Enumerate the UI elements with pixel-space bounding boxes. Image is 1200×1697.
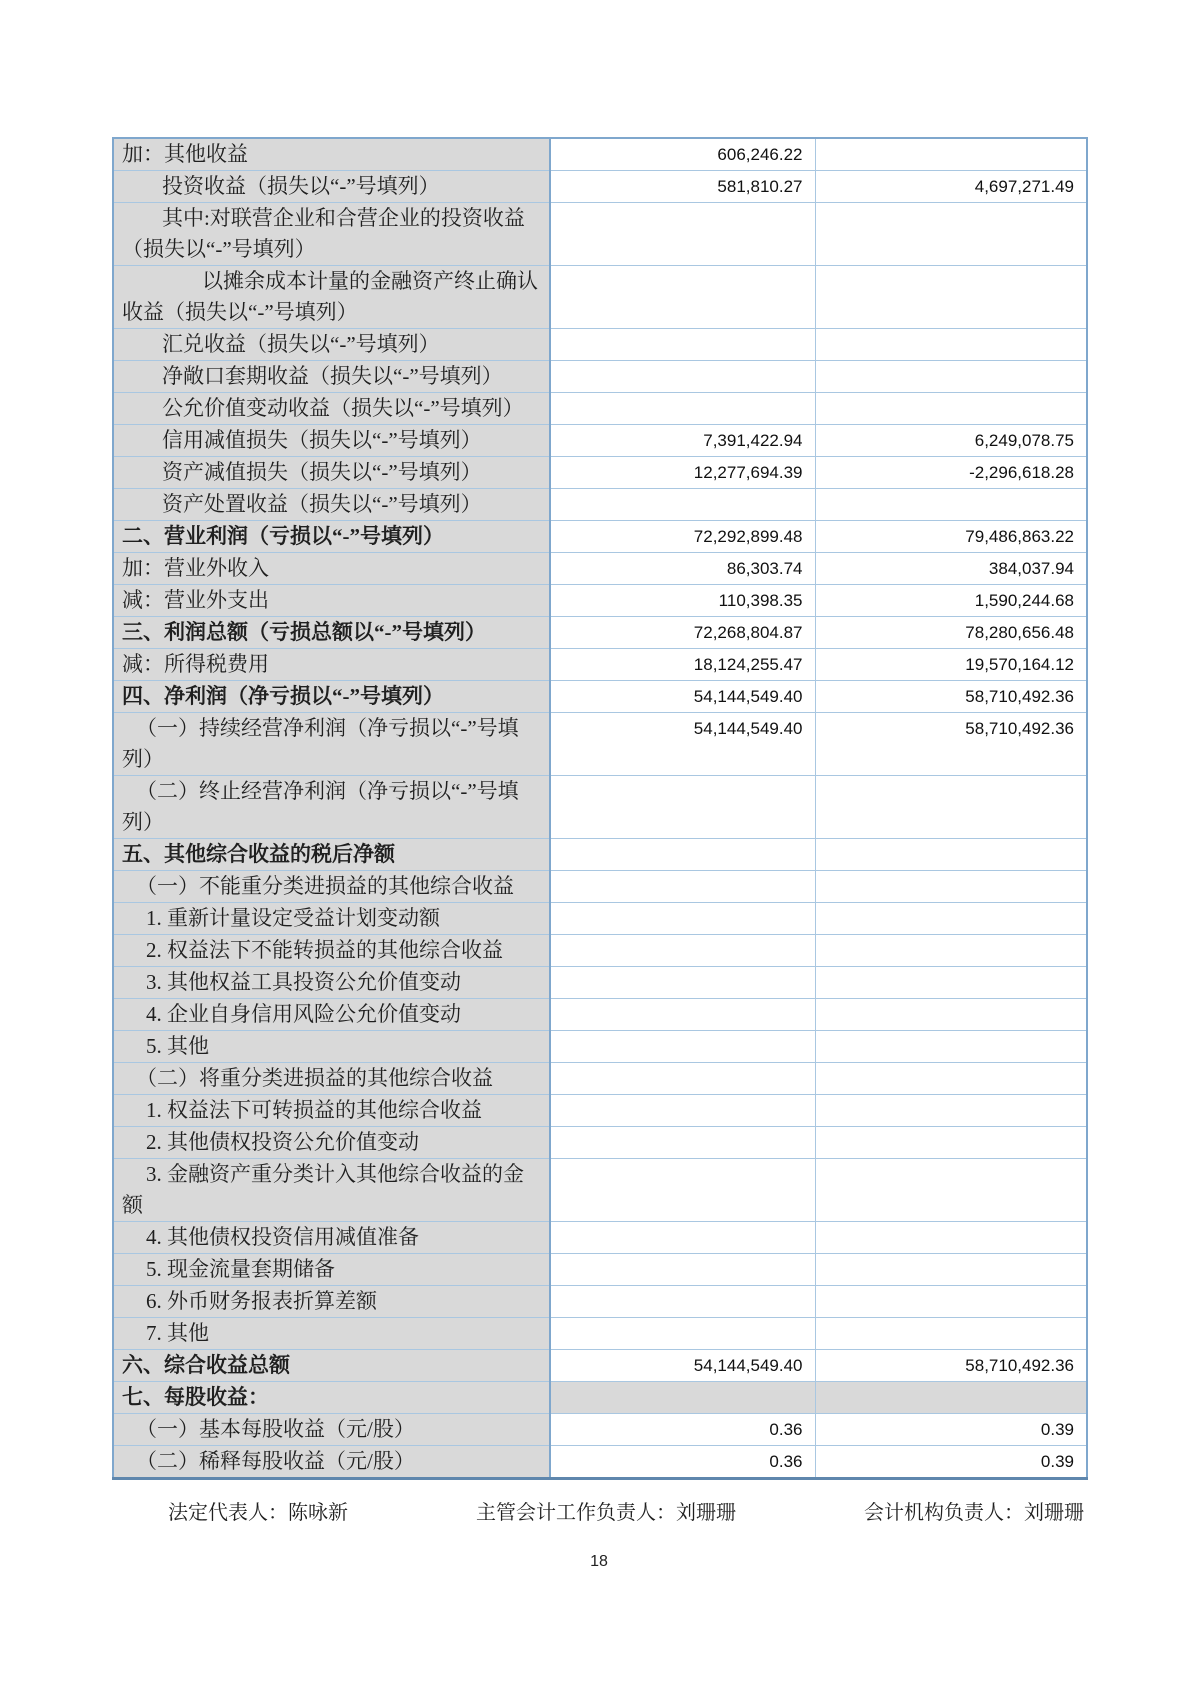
table-row	[113, 553, 1087, 585]
row-label-cell: （一）持续经营净利润（净亏损以“-”号填列）	[113, 713, 550, 776]
table-row	[113, 1318, 1087, 1350]
row-label-cell: 以摊余成本计量的金融资产终止确认收益（损失以“-”号填列）	[113, 266, 550, 329]
value-current-period-cell	[550, 393, 815, 425]
table-row	[113, 776, 1087, 839]
row-label-cell: 二、营业利润（亏损以“-”号填列）	[113, 521, 550, 553]
table-row	[113, 871, 1087, 903]
value-prior-period-cell	[815, 1063, 1087, 1095]
row-label-cell: 信用减值损失（损失以“-”号填列）	[113, 425, 550, 457]
value-current-period-cell	[550, 203, 815, 266]
value-current-period-cell: 54,144,549.40	[550, 681, 815, 713]
table-row	[113, 713, 1087, 776]
value-prior-period-cell	[815, 871, 1087, 903]
row-label-cell: 7. 其他	[113, 1318, 550, 1350]
value-current-period-cell	[550, 1031, 815, 1063]
row-label-cell: 4. 企业自身信用风险公允价值变动	[113, 999, 550, 1031]
value-current-period-cell	[550, 839, 815, 871]
table-row	[113, 1031, 1087, 1063]
value-prior-period-cell	[815, 839, 1087, 871]
row-label-cell: 汇兑收益（损失以“-”号填列）	[113, 329, 550, 361]
table-row	[113, 203, 1087, 266]
value-prior-period-cell	[815, 967, 1087, 999]
value-prior-period-cell: 78,280,656.48	[815, 617, 1087, 649]
value-prior-period-cell	[815, 1159, 1087, 1222]
table-row	[113, 457, 1087, 489]
table-row	[113, 617, 1087, 649]
value-prior-period-cell	[815, 1095, 1087, 1127]
value-current-period-cell	[550, 776, 815, 839]
value-current-period-cell	[550, 1286, 815, 1318]
value-current-period-cell	[550, 1254, 815, 1286]
table-row	[113, 1414, 1087, 1446]
value-prior-period-cell: -2,296,618.28	[815, 457, 1087, 489]
row-label-cell: 七、每股收益：	[113, 1382, 550, 1414]
value-current-period-cell	[550, 1222, 815, 1254]
table-row	[113, 1222, 1087, 1254]
value-current-period-cell	[550, 1318, 815, 1350]
table-row	[113, 681, 1087, 713]
value-prior-period-cell: 384,037.94	[815, 553, 1087, 585]
row-label-cell: 净敞口套期收益（损失以“-”号填列）	[113, 361, 550, 393]
value-current-period-cell: 0.36	[550, 1446, 815, 1479]
table-row	[113, 489, 1087, 521]
table-row	[113, 967, 1087, 999]
row-label-cell: 加：其他收益	[113, 138, 550, 171]
row-label-cell: 减：所得税费用	[113, 649, 550, 681]
accounting-department-head-text: 会计机构负责人：刘珊珊	[864, 1502, 1084, 1524]
page-number: 18	[590, 1553, 608, 1570]
table-row	[113, 393, 1087, 425]
signatories-line	[112, 1480, 1086, 1525]
value-prior-period-cell	[815, 361, 1087, 393]
row-label-cell: 2. 权益法下不能转损益的其他综合收益	[113, 935, 550, 967]
value-prior-period-cell	[815, 1382, 1087, 1414]
value-current-period-cell: 12,277,694.39	[550, 457, 815, 489]
table-row	[113, 329, 1087, 361]
value-current-period-cell	[550, 266, 815, 329]
row-label-cell: （二）将重分类进损益的其他综合收益	[113, 1063, 550, 1095]
value-prior-period-cell: 58,710,492.36	[815, 713, 1087, 776]
value-prior-period-cell	[815, 266, 1087, 329]
value-prior-period-cell: 19,570,164.12	[815, 649, 1087, 681]
value-prior-period-cell	[815, 1318, 1087, 1350]
table-row	[113, 138, 1087, 171]
row-label-cell: 减：营业外支出	[113, 585, 550, 617]
value-prior-period-cell	[815, 203, 1087, 266]
value-prior-period-cell	[815, 776, 1087, 839]
table-row	[113, 903, 1087, 935]
row-label-cell: （二）稀释每股收益（元/股）	[113, 1446, 550, 1479]
table-row	[113, 361, 1087, 393]
value-prior-period-cell: 6,249,078.75	[815, 425, 1087, 457]
row-label-cell: 投资收益（损失以“-”号填列）	[113, 171, 550, 203]
table-row	[113, 1063, 1087, 1095]
table-row	[113, 1159, 1087, 1222]
chief-accounting-officer-text: 主管会计工作负责人：刘珊珊	[476, 1502, 736, 1524]
row-label-cell: 资产处置收益（损失以“-”号填列）	[113, 489, 550, 521]
value-prior-period-cell	[815, 999, 1087, 1031]
row-label-cell: 5. 其他	[113, 1031, 550, 1063]
row-label-cell: 2. 其他债权投资公允价值变动	[113, 1127, 550, 1159]
value-prior-period-cell: 1,590,244.68	[815, 585, 1087, 617]
row-label-cell: 6. 外币财务报表折算差额	[113, 1286, 550, 1318]
page-content	[112, 137, 1086, 1571]
value-current-period-cell	[550, 329, 815, 361]
table-row	[113, 1254, 1087, 1286]
row-label-cell: 三、利润总额（亏损总额以“-”号填列）	[113, 617, 550, 649]
row-label-cell: 5. 现金流量套期储备	[113, 1254, 550, 1286]
value-current-period-cell	[550, 361, 815, 393]
value-current-period-cell: 54,144,549.40	[550, 1350, 815, 1382]
value-current-period-cell	[550, 871, 815, 903]
row-label-cell: 四、净利润（净亏损以“-”号填列）	[113, 681, 550, 713]
value-current-period-cell	[550, 489, 815, 521]
value-current-period-cell: 18,124,255.47	[550, 649, 815, 681]
value-current-period-cell: 581,810.27	[550, 171, 815, 203]
table-row	[113, 1382, 1087, 1414]
value-prior-period-cell: 0.39	[815, 1414, 1087, 1446]
table-row	[113, 171, 1087, 203]
value-prior-period-cell	[815, 1031, 1087, 1063]
table-row	[113, 839, 1087, 871]
value-prior-period-cell	[815, 1254, 1087, 1286]
value-prior-period-cell: 58,710,492.36	[815, 681, 1087, 713]
value-current-period-cell	[550, 967, 815, 999]
row-label-cell: 3. 其他权益工具投资公允价值变动	[113, 967, 550, 999]
table-row	[113, 1446, 1087, 1479]
value-prior-period-cell	[815, 138, 1087, 171]
value-current-period-cell: 110,398.35	[550, 585, 815, 617]
row-label-cell: 五、其他综合收益的税后净额	[113, 839, 550, 871]
value-current-period-cell	[550, 1382, 815, 1414]
value-prior-period-cell	[815, 1222, 1087, 1254]
value-prior-period-cell	[815, 1286, 1087, 1318]
table-row	[113, 1127, 1087, 1159]
value-prior-period-cell	[815, 329, 1087, 361]
value-current-period-cell	[550, 1127, 815, 1159]
value-current-period-cell	[550, 1063, 815, 1095]
income-statement-table	[112, 137, 1088, 1480]
value-prior-period-cell: 0.39	[815, 1446, 1087, 1479]
value-current-period-cell	[550, 903, 815, 935]
value-current-period-cell	[550, 999, 815, 1031]
row-label-cell: 六、综合收益总额	[113, 1350, 550, 1382]
value-prior-period-cell: 4,697,271.49	[815, 171, 1087, 203]
row-label-cell: （一）基本每股收益（元/股）	[113, 1414, 550, 1446]
value-prior-period-cell	[815, 393, 1087, 425]
value-prior-period-cell	[815, 903, 1087, 935]
value-current-period-cell: 72,292,899.48	[550, 521, 815, 553]
value-current-period-cell: 72,268,804.87	[550, 617, 815, 649]
value-prior-period-cell: 58,710,492.36	[815, 1350, 1087, 1382]
value-prior-period-cell	[815, 1127, 1087, 1159]
table-row	[113, 1350, 1087, 1382]
value-prior-period-cell	[815, 489, 1087, 521]
value-current-period-cell: 7,391,422.94	[550, 425, 815, 457]
value-current-period-cell: 54,144,549.40	[550, 713, 815, 776]
value-current-period-cell: 606,246.22	[550, 138, 815, 171]
table-row	[113, 1286, 1087, 1318]
value-current-period-cell: 86,303.74	[550, 553, 815, 585]
value-prior-period-cell	[815, 935, 1087, 967]
value-prior-period-cell: 79,486,863.22	[815, 521, 1087, 553]
row-label-cell: 加：营业外收入	[113, 553, 550, 585]
row-label-cell: （二）终止经营净利润（净亏损以“-”号填列）	[113, 776, 550, 839]
value-current-period-cell	[550, 935, 815, 967]
row-label-cell: 4. 其他债权投资信用减值准备	[113, 1222, 550, 1254]
table-row	[113, 999, 1087, 1031]
table-row	[113, 521, 1087, 553]
row-label-cell: 公允价值变动收益（损失以“-”号填列）	[113, 393, 550, 425]
table-body	[113, 138, 1087, 1479]
table-row	[113, 585, 1087, 617]
table-row	[113, 935, 1087, 967]
table-row	[113, 649, 1087, 681]
value-current-period-cell: 0.36	[550, 1414, 815, 1446]
row-label-cell: 3. 金融资产重分类计入其他综合收益的金额	[113, 1159, 550, 1222]
value-current-period-cell	[550, 1159, 815, 1222]
row-label-cell: 1. 重新计量设定受益计划变动额	[113, 903, 550, 935]
row-label-cell: 1. 权益法下可转损益的其他综合收益	[113, 1095, 550, 1127]
table-row	[113, 266, 1087, 329]
row-label-cell: （一）不能重分类进损益的其他综合收益	[113, 871, 550, 903]
row-label-cell: 资产减值损失（损失以“-”号填列）	[113, 457, 550, 489]
row-label-cell: 其中:对联营企业和合营企业的投资收益（损失以“-”号填列）	[113, 203, 550, 266]
table-row	[113, 1095, 1087, 1127]
table-row	[113, 425, 1087, 457]
value-current-period-cell	[550, 1095, 815, 1127]
legal-representative-text: 法定代表人：陈咏新	[168, 1502, 348, 1524]
